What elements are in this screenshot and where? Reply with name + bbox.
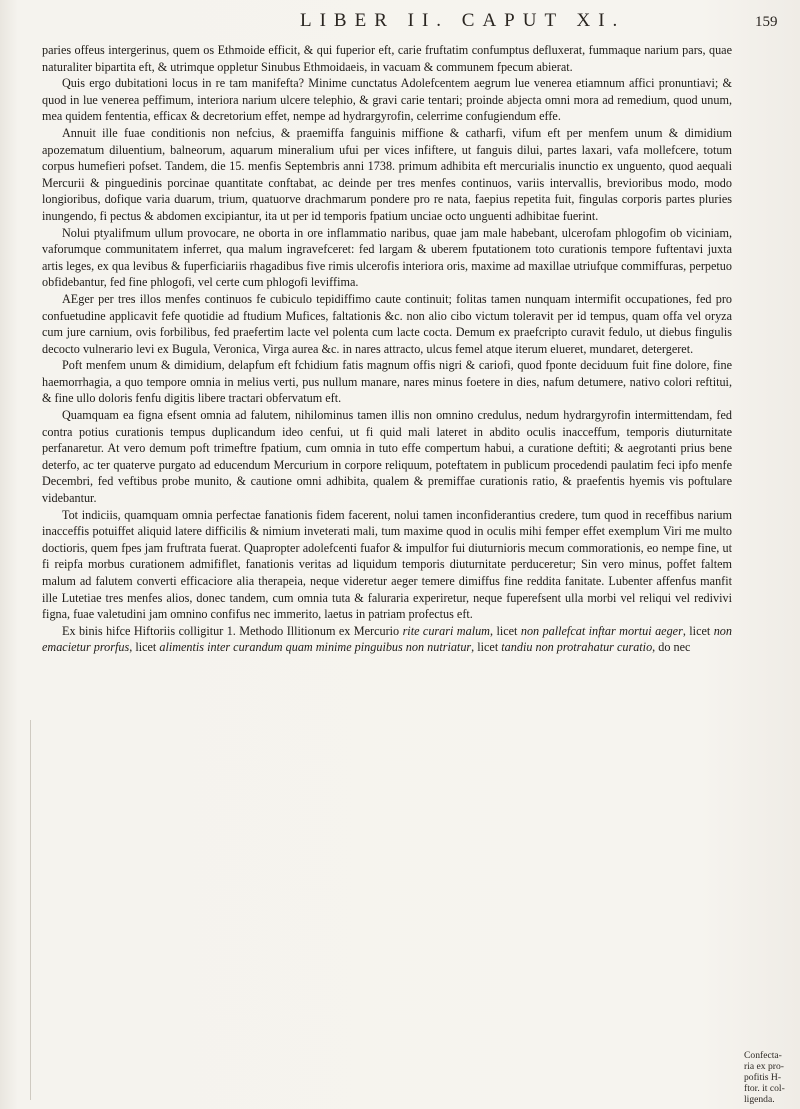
text-run: , licet [489,623,521,638]
text-run: , do nec [652,640,691,655]
page-header [0,10,800,36]
text-run: , licet [471,640,502,655]
paragraph: Annuit ille fuae conditionis non nefcius, & praemiffa fanguinis miffione & catharfi, vifum eft per menfem unum & dimidium apozematum diluentium, balneorum, aquarum mineralium ufui per vices infiftere, ut fanguis dilui, partes laxari, vafa mollefcere, totum corpus humefieri pofset. Tandem, die 15. menfis Septembris anni 1738. primum adhibita eft mercurialis inunctio ex unguento, quod aequali Mercurii & pinguedinis porcinae quantitate conftabat, ac deinde per tres menfes continuos, variis intervallis, brevioribus modo, modo longioribus, dofique varia duarum, trium, quatuorve drachmarum pondere pro re nata, faepius repetita fuit, fingulas corporis partes pluries inungendo, fi pectus & abdomen excipiantur, ita ut per id temporis fpatium unciae octo unguenti adhibitae fuerint. [42,125,732,223]
italic-run: tandiu non protrahatur curatio [501,640,653,655]
italic-run: non emacietur prorfus [42,623,732,655]
paragraph: Quamquam ea figna efsent omnia ad falutem, nihilominus tamen illis non omnino credulus, nedum hydrargyrofin intermittendam, fed contra potius curationis tempus duplicandum ideo cenfui, ut fi quid mali lateret in abdito oculis inacceffum, temporis diuturnitate perfanaretur. At vero demum poft trimeftre fpatium, cum omnia in tuto effe compertum habui, a curatione deftiti; & aegrotanti prius bene deterfo, ac ter quaterve purgato ad educendum Mercurium in corpore reliquum, poteftatem in publicum procedendi paulatim feci ipfo menfe Decembri, fed veftibus probe munito, & cautione omni adhibita, qualem & premiffae curationis ratio, & praefentis hyemis vis poftulare videbantur. [42,408,732,506]
marginal-note [744,1050,798,1105]
page-number: 159 [755,14,778,30]
gutter-shadow [30,720,31,1100]
margin-note-line: ligenda. [744,1094,775,1105]
paragraph: Poft menfem unum & dimidium, delapfum eft fchidium fatis magnum offis nigri & cariofi, quod fponte deciduum fuit fine dolore, fine haemorrhagia, a quo tempore omnia in melius verti, pus nullum manare, nares minus foetere in dies, nafum detumere, nativo colori reftitui, & fine ullo doloris fenfu digitis libere tractari obfervatum eft. [42,358,732,406]
italic-run: rite curari malum [402,623,490,638]
main-text [42,42,732,656]
margin-note-line: ria ex pro- [744,1061,784,1072]
text-run: Ex binis hifce Hiftoriis colligitur 1. Methodo Illitionum ex Mercurio [62,623,403,638]
running-head: LIBER II. CAPUT XI. [300,10,626,31]
paragraph: paries offeus intergerinus, quem os Ethmoide efficit, & qui fuperior eft, carie fruftatim confumptus defluxerat, fummaque narium pars, quae naturaliter bipartita eft, & utrimque oppletur Sinubus Ethmoidaeis, in vacuam & communem fpecum abierat. [42,43,732,74]
italic-run: alimentis inter curandum quam minime pinguibus non nutriatur [159,640,472,655]
paragraph: Quis ergo dubitationi locus in re tam manifefta? Minime cunctatus Adolefcentem aegrum lue venerea etiamnum affici pronuntiavi; & quod in lue venerea peffimum, interiora narium ulcere telephio, & gravi carie tentari; proinde abjecta omni mora ad remedium, quod unum, mea quidem fententia, efficax & decretorium effet, nempe ad hydrargyrofin, celerrime confugiendum effe. [42,76,732,124]
paragraph: AEger per tres illos menfes continuos fe cubiculo tepidiffimo caute continuit; folitas tamen nunquam intermifit occupationes, fed pro confuetudine applicavit fefe quotidie ad ftudium Mufices, faltationis &c. non alio cibo victum toleravit per id tempus, quam offa vel oryza cum jure carnium, ovis forbilibus, fed praefertim lacte vel polenta cum lacte cocta. Demum ex praefcripto curavit fedulo, ut diebus fingulis decocto vulnerario levi ex Bugula, Veronica, Virga aurea &c. in nares attracto, ulcus femel atque iterum elueret, mundaret, detergeret. [42,291,732,356]
margin-note-line: Confecta- [744,1050,782,1061]
margin-note-line: ftor. it col- [744,1083,785,1094]
margin-note-line: pofitis H- [744,1072,782,1083]
italic-run: non pallefcat inftar mortui aeger [520,623,683,638]
paragraph: Nolui ptyalifmum ullum provocare, ne oborta in ore inflammatio naribus, quae jam male habebant, ulcerofam phlogofim ob viciniam, vaforumque communitatem inferret, qua malum ingravefceret: fed largam & uberem fputationem toto curationis tempore fuftentavi juxta artis leges, ex qua levibus & fuperficiariis rhagadibus five rimis ulcerofis interiora oris, maxime ad maxillae utriufque commiffuras, perpetuo obfidebantur, fed fine phlogofi, vel certe cum phlogofi leviffima. [42,225,732,290]
text-run: , licet [682,623,714,638]
paragraph: Tot indiciis, quamquam omnia perfectae fanationis fidem facerent, nolui tamen inconfiderantius credere, tum quod in receffibus narium inacceffis potuiffet aliquid latere difficilis & nimium inveterati mali, tum maxime quod in oculis mihi femper effet exemplum Viri me multo doctioris, quem fpes jam fruftrata fuerat. Quapropter adolefcenti fuafor & impulfor fui diuturnioris mecum commorationis, eo nempe fine, ut fi reipfa morbus curationem admififlet, fanationis veritas ad liquidum temporis diuturnitate perduceretur; Sin vero minus, poffet faltem malum ad falutem converti efficaciore alia therapeia, neque videretur aeger temere dimiffus fine reddita fanitate. Lubenter affenfus manfit ille Lutetiae tres menfes alios, donec tandem, cum omnia tuta & faluraria experiretur, neque fuperefsent ulla morbi vel reliqui vel redivivi figna, fuae valetudini jam omnino confifus nec immerito, laetus in patriam profectus eft. [42,507,732,622]
paragraph-conclusions [42,623,732,656]
text-run: , licet [129,640,160,655]
